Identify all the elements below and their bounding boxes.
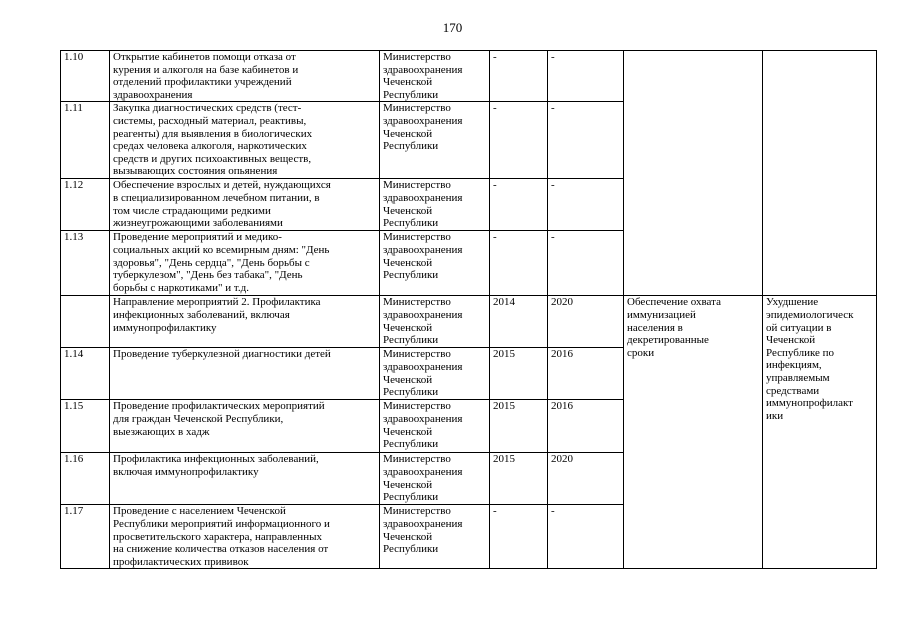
end-year-cell: 2016 [548,400,624,453]
row-number-cell: 1.15 [61,400,110,453]
executor-cell: Министерство здравоохранения Чеченской Республики [380,348,490,400]
consequences-cell-empty [763,51,877,296]
measure-title-cell: Проведение мероприятий и медико- социальных акций ко всемирным дням: "День здоровья", "День сердца", "День борьбы с туберкулезом", "День без табака", "День борьбы с наркотиками" и т.д. [110,231,380,296]
end-year-cell: - [548,231,624,296]
measure-title-cell: Проведение туберкулезной диагностики детей [110,348,380,400]
end-year-cell: - [548,179,624,231]
start-year-cell: 2015 [490,348,548,400]
end-year-cell: - [548,505,624,569]
measure-title-cell: Профилактика инфекционных заболеваний, включая иммунопрофилактику [110,453,380,505]
row-number-cell: 1.14 [61,348,110,400]
measures-table [60,50,877,569]
start-year-cell: 2014 [490,296,548,348]
executor-cell: Министерство здравоохранения Чеченской Республики [380,453,490,505]
table-row [61,296,877,348]
end-year-cell: 2020 [548,296,624,348]
row-number-cell: 1.13 [61,231,110,296]
row-number-cell: 1.17 [61,505,110,569]
executor-cell: Министерство здравоохранения Чеченской Республики [380,102,490,179]
row-number-cell: 1.10 [61,51,110,102]
expected-result-cell: Обеспечение охвата иммунизацией населения в декретированные сроки [624,296,763,569]
measure-title-cell: Обеспечение взрослых и детей, нуждающихся в специализированном лечебном питании, в том числе страдающими редкими жизнеугрожающими заболеваниями [110,179,380,231]
executor-cell: Министерство здравоохранения Чеченской Республики [380,296,490,348]
end-year-cell: - [548,51,624,102]
executor-cell: Министерство здравоохранения Чеченской Республики [380,231,490,296]
measure-title-cell: Проведение с населением Чеченской Республики мероприятий информационного и просветительского характера, направленных на снижение количества отказов населения от профилактических прививок [110,505,380,569]
executor-cell: Министерство здравоохранения Чеченской Республики [380,400,490,453]
start-year-cell: 2015 [490,400,548,453]
row-number-cell: 1.12 [61,179,110,231]
consequences-cell: Ухудшение эпидемиологическ ой ситуации в Чеченской Республике по инфекциям, управляемым средствами иммунопрофилакт ики [763,296,877,569]
executor-cell: Министерство здравоохранения Чеченской Республики [380,505,490,569]
end-year-cell: - [548,102,624,179]
start-year-cell: 2015 [490,453,548,505]
executor-cell: Министерство здравоохранения Чеченской Республики [380,179,490,231]
table-row [61,51,877,102]
page-number: 170 [442,20,463,35]
measure-title-cell: Открытие кабинетов помощи отказа от курения и алкоголя на базе кабинетов и отделений профилактики учреждений здравоохранения [110,51,380,102]
row-number-cell: 1.11 [61,102,110,179]
start-year-cell: - [490,51,548,102]
row-number-cell: 1.16 [61,453,110,505]
row-number-cell [61,296,110,348]
start-year-cell: - [490,505,548,569]
expected-result-cell-empty [624,51,763,296]
measure-title-cell: Закупка диагностических средств (тест- системы, расходный материал, реактивы, реагенты) для выявления в биологических средах человека алкоголя, наркотических средств и других психоактивных веществ, вызывающих состояния опьянения [110,102,380,179]
executor-cell: Министерство здравоохранения Чеченской Республики [380,51,490,102]
start-year-cell: - [490,231,548,296]
end-year-cell: 2020 [548,453,624,505]
measure-title-cell: Направление мероприятий 2. Профилактика инфекционных заболеваний, включая иммунопрофилактику [110,296,380,348]
end-year-cell: 2016 [548,348,624,400]
measure-title-cell: Проведение профилактических мероприятий для граждан Чеченской Республики, выезжающих в хадж [110,400,380,453]
start-year-cell: - [490,179,548,231]
start-year-cell: - [490,102,548,179]
